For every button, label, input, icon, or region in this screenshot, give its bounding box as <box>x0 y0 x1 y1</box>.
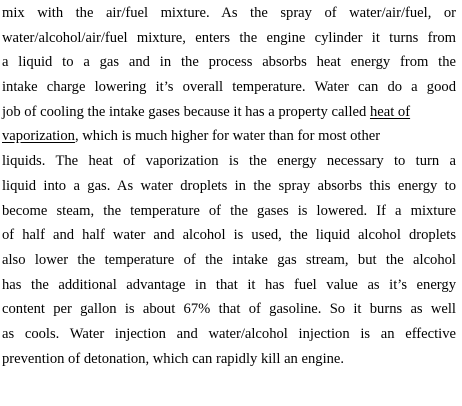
text-line-8: liquid into a gas. As water droplets in the spray absorbs this energy to <box>2 177 456 194</box>
text-line-6 <box>2 124 456 149</box>
text-line-1: mix with the air/fuel mixture. As the spray of water/air/fuel, or <box>2 5 456 21</box>
text-line-12: has the additional advantage in that it has fuel value as it’s energy <box>2 276 456 293</box>
underlined-term-part-2: vaporization <box>2 128 75 145</box>
underlined-term-part-1: heat of <box>369 103 411 120</box>
text-line-11: also lower the temperature of the intake gas stream, but the alcohol <box>2 251 456 268</box>
text-line-9: become steam, the temperature of the gases is lowered. If a mixture <box>2 202 456 219</box>
text-line-5-start: job of cooling the intake gases because it has a property called <box>2 103 370 120</box>
text-line-2: water/alcohol/air/fuel mixture, enters the engine cylinder it turns from <box>2 29 456 46</box>
text-line-10: of half and half water and alcohol is used, the liquid alcohol droplets <box>2 227 456 244</box>
text-line-14: as cools. Water injection and water/alcohol injection is an effective <box>2 325 456 342</box>
text-line-3: a liquid to a gas and in the process absorbs heat energy from the <box>2 54 456 71</box>
text-line-6-end: , which is much higher for water than for most other <box>74 128 381 145</box>
text-line-7: liquids. The heat of vaporization is the energy necessary to turn a <box>2 153 456 170</box>
body-paragraph <box>2 0 456 371</box>
text-line-15: prevention of detonation, which can rapidly kill an engine. <box>2 350 345 367</box>
text-line-4: intake charge lowering it’s overall temperature. Water can do a good <box>2 79 456 96</box>
text-line-5 <box>2 100 456 125</box>
text-line-13: content per gallon is about 67% that of gasoline. So it burns as well <box>2 301 456 318</box>
